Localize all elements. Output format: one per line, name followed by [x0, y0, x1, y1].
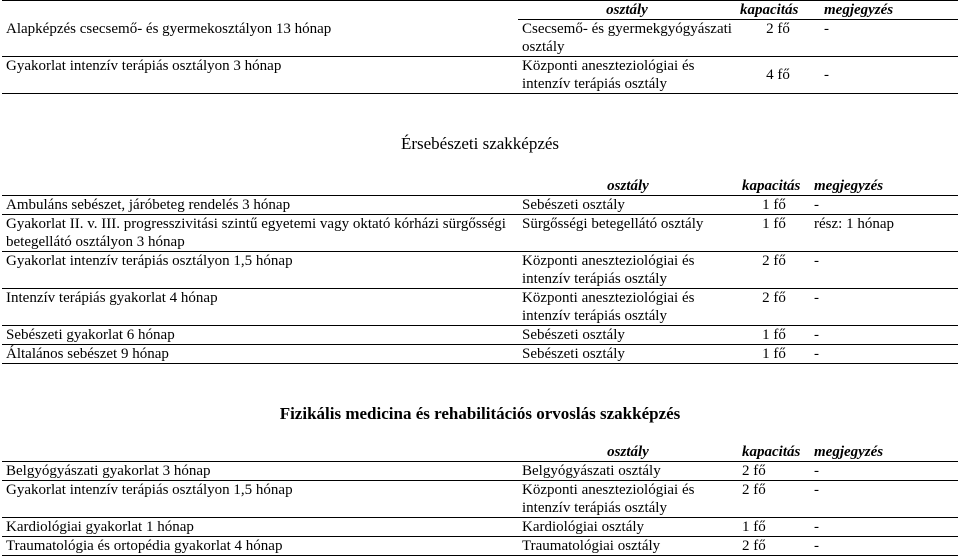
row-capacity: 1 fő [738, 196, 810, 215]
row-capacity: 1 fő [738, 326, 810, 345]
row-capacity: 2 fő [738, 462, 810, 481]
table-row [2, 196, 958, 215]
section-title-vascular: Érsebészeti szakképzés [400, 134, 560, 153]
row-activity: Intenzív terápiás gyakorlat 4 hónap [2, 289, 518, 326]
header-unit: osztály [518, 177, 738, 196]
row-unit: Belgyógyászati osztály [518, 462, 738, 481]
row-activity: Kardiológiai gyakorlat 1 hónap [2, 518, 518, 537]
row-activity: Ambuláns sebészet, járóbeteg rendelés 3 hónap [2, 196, 518, 215]
header-blank [2, 443, 518, 462]
row-activity: Alapképzés csecsemő- és gyermekosztályon 13 hónap [2, 20, 518, 57]
row-note: - [810, 537, 958, 556]
row-unit: Sebészeti osztály [518, 326, 738, 345]
table-3 [2, 443, 958, 556]
header-capacity: kapacitás [736, 1, 820, 20]
row-capacity: 2 fő [736, 20, 820, 57]
table-row [2, 289, 958, 326]
table-3-header [2, 443, 958, 462]
header-unit: osztály [518, 443, 738, 462]
row-activity: Gyakorlat intenzív terápiás osztályon 3 hónap [2, 57, 518, 94]
row-activity: Általános sebészet 9 hónap [2, 345, 518, 364]
table-1-container [0, 0, 958, 94]
row-note: - [810, 252, 958, 289]
header-note: megjegyzés [810, 177, 958, 196]
row-capacity: 2 fő [738, 252, 810, 289]
table-row [2, 518, 958, 537]
row-capacity: 2 fő [738, 537, 810, 556]
row-capacity: 4 fő [736, 57, 820, 94]
header-capacity: kapacitás [738, 443, 810, 462]
row-capacity: 2 fő [738, 289, 810, 326]
table-2-container [0, 177, 958, 364]
table-row [2, 537, 958, 556]
header-blank [2, 177, 518, 196]
row-capacity: 2 fő [738, 481, 810, 518]
row-activity: Gyakorlat intenzív terápiás osztályon 1,5 hónap [2, 252, 518, 289]
table-2-header [2, 177, 958, 196]
row-activity: Gyakorlat intenzív terápiás osztályon 1,5 hónap [2, 481, 518, 518]
row-activity: Traumatológia és ortopédia gyakorlat 4 hónap [2, 537, 518, 556]
table-row [2, 462, 958, 481]
row-note: - [810, 518, 958, 537]
row-note: - [810, 345, 958, 364]
table-row [2, 20, 958, 57]
table-2 [2, 177, 958, 364]
row-unit: Sebészeti osztály [518, 345, 738, 364]
header-note: megjegyzés [810, 443, 958, 462]
table-3-container [0, 443, 958, 556]
header-note: megjegyzés [820, 1, 958, 20]
row-activity: Belgyógyászati gyakorlat 3 hónap [2, 462, 518, 481]
row-note: - [810, 289, 958, 326]
row-unit: Sebészeti osztály [518, 196, 738, 215]
row-unit: Csecsemő- és gyermekgyógyászati osztály [518, 20, 736, 57]
row-note: - [820, 20, 958, 57]
table-1-header [2, 1, 958, 20]
row-unit: Kardiológiai osztály [518, 518, 738, 537]
table-row [2, 57, 958, 94]
table-row [2, 252, 958, 289]
row-note: - [820, 57, 958, 94]
row-capacity: 1 fő [738, 518, 810, 537]
table-1 [2, 0, 958, 94]
row-capacity: 1 fő [738, 215, 810, 252]
row-capacity: 1 fő [738, 345, 810, 364]
section-title-rehab: Fizikális medicina és rehabilitációs orvoslás szakképzés [279, 404, 681, 423]
table-row [2, 481, 958, 518]
row-unit: Központi aneszteziológiai és intenzív terápiás osztály [518, 57, 736, 94]
row-unit: Traumatológiai osztály [518, 537, 738, 556]
row-unit: Központi aneszteziológiai és intenzív terápiás osztály [518, 289, 738, 326]
row-note: rész: 1 hónap [810, 215, 958, 252]
row-activity: Gyakorlat II. v. III. progresszivitási szintű egyetemi vagy oktató kórházi sürgősségi betegellátó osztályon 3 hónap [2, 215, 518, 252]
row-activity: Sebészeti gyakorlat 6 hónap [2, 326, 518, 345]
header-blank [2, 1, 518, 20]
header-unit: osztály [518, 1, 736, 20]
row-unit: Központi aneszteziológiai és intenzív terápiás osztály [518, 252, 738, 289]
header-capacity: kapacitás [738, 177, 810, 196]
table-row [2, 345, 958, 364]
table-row [2, 215, 958, 252]
row-note: - [810, 462, 958, 481]
row-note: - [810, 196, 958, 215]
row-note: - [810, 481, 958, 518]
row-note: - [810, 326, 958, 345]
row-unit: Központi aneszteziológiai és intenzív terápiás osztály [518, 481, 738, 518]
table-row [2, 326, 958, 345]
row-unit: Sürgősségi betegellátó osztály [518, 215, 738, 252]
